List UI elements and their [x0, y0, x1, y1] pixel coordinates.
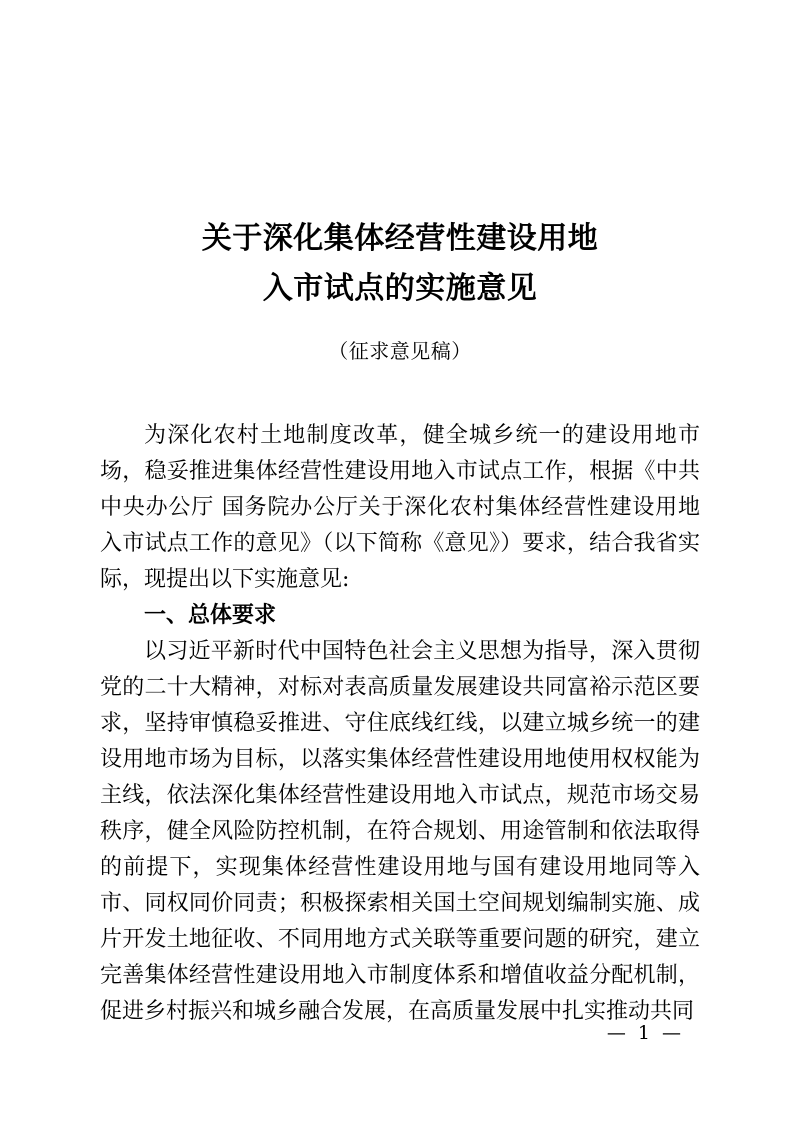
paragraph-overall-requirements: 以习近平新时代中国特色社会主义思想为指导，深入贯彻党的二十大精神，对标对表高质量发展建设共同富裕示范区要求，坚持审慎稳妥推进、守住底线红线，以建立城乡统一的建设用地市场为目标，以落实集体经营性建设用地使用权权能为主线，依法深化集体经营性建设用地入市试点，规范市场交易秩序，健全风险防控机制，在符合规划、用途管制和依法取得的前提下，实现集体经营性建设用地与国有建设用地同等入市、同权同价同责；积极探索相关国土空间规划编制实施、成片开发土地征收、不同用地方式关联等重要问题的研究，建立完善集体经营性建设用地入市制度体系和增值收益分配机制，促进乡村振兴和城乡融合发展，在高质量发展中扎实推动共同: [100, 639, 700, 1024]
page-number: — 1 —: [606, 1022, 684, 1044]
document-subtitle: （征求意见稿）: [328, 339, 472, 363]
document-body: [100, 418, 700, 1030]
title-line-1: 关于深化集体经营性建设用地: [201, 221, 599, 256]
title-line-2: 入市试点的实施意见: [262, 271, 538, 306]
paragraph-intro: 为深化农村土地制度改革，健全城乡统一的建设用地市场，稳妥推进集体经营性建设用地入市试点工作，根据《中共中央办公厅 国务院办公厅关于深化农村集体经营性建设用地入市试点工作的意见》（以下简称《意见》）要求，结合我省实际，现提出以下实施意见:: [100, 423, 700, 592]
document-title: [0, 0, 800, 314]
section-heading-overall-requirements: 一、总体要求: [144, 603, 277, 628]
